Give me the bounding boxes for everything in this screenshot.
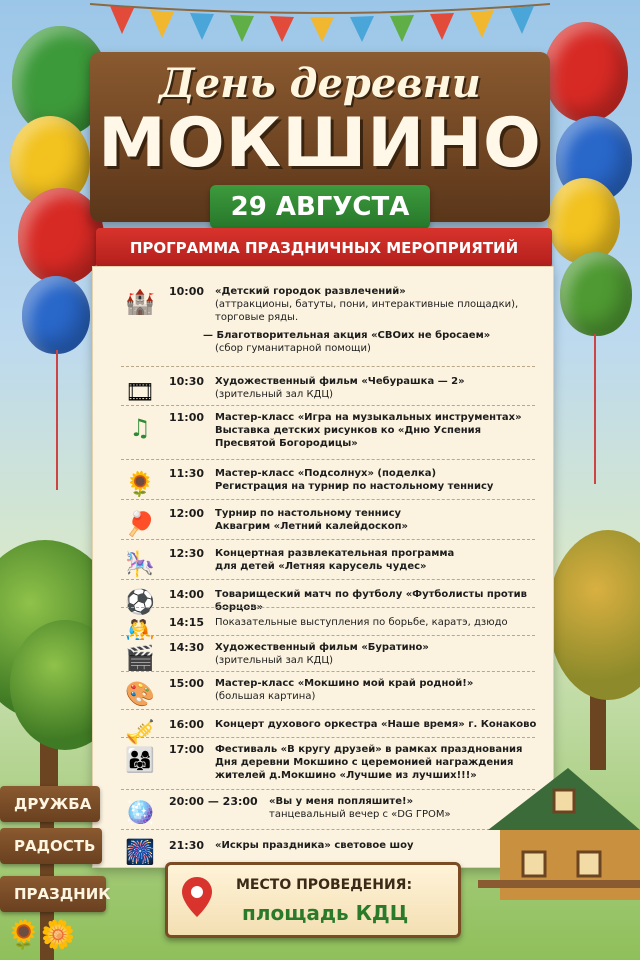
schedule-line: «Вы у меня попляшите!» (269, 796, 414, 807)
divider (121, 539, 535, 540)
music-note-icon: ♫ (129, 414, 151, 442)
balloon-string-right (594, 334, 596, 484)
venue-sign (165, 862, 461, 938)
schedule-time: 15:00 (169, 677, 205, 690)
schedule-line: Показательные выступления по борьбе, каратэ, дзюдо (215, 617, 508, 628)
schedule-line: (большая картина) (215, 691, 316, 702)
schedule-time: 21:30 (169, 839, 205, 852)
schedule-time: 14:30 (169, 641, 205, 654)
program-ribbon: ПРОГРАММА ПРАЗДНИЧНЫХ МЕРОПРИЯТИЙ (96, 228, 552, 268)
schedule-line: Мастер-класс «Мокшино мой край родной!» (215, 678, 474, 689)
schedule-line: Фестиваль «В кругу друзей» в рамках празднования (215, 744, 523, 755)
schedule-line: Товарищеский матч по футболу «Футболисты против борцов» (215, 589, 527, 613)
schedule-time: 10:30 (169, 375, 205, 388)
bunting-flags (90, 0, 550, 44)
film-reel-icon: 🎞 (124, 378, 156, 406)
schedule-time: 17:00 (169, 743, 205, 756)
schedule-line: (зрительный зал КДЦ) (215, 389, 334, 400)
schedule-line: Концертная развлекательная программа (215, 548, 455, 559)
schedule-line: Дня деревни Мокшино с церемонией награждения (215, 757, 514, 768)
date-ribbon: 29 АВГУСТА (210, 185, 430, 229)
signpost-arrow-holiday: ПРАЗДНИК (0, 876, 106, 912)
venue-place: площадь КДЦ (242, 901, 409, 925)
divider (121, 459, 535, 460)
schedule-line: Аквагрим «Летний калейдоскоп» (215, 521, 408, 532)
paint-palette-icon: 🎨 (125, 680, 155, 708)
divider (121, 789, 535, 790)
divider (121, 405, 535, 406)
divider (121, 671, 535, 672)
balloon-string-left (56, 350, 58, 490)
divider (121, 829, 535, 830)
ping-pong-icon: 🏓 (125, 510, 155, 538)
friends-icon: 👨‍👩‍👧 (125, 746, 155, 774)
schedule-time: 10:00 (169, 285, 205, 298)
schedule-line: «Детский городок развлечений» (215, 286, 406, 297)
balloon-green-right (560, 252, 632, 336)
schedule-line: Концерт духового оркестра «Наше время» г. Конаково (215, 719, 537, 730)
divider (121, 366, 535, 367)
schedule-line: Турнир по настольному теннису (215, 508, 402, 519)
schedule-time: 14:00 (169, 588, 205, 601)
schedule-line: (аттракционы, батуты, пони, интерактивные площадки), (215, 299, 519, 310)
divider (121, 499, 535, 500)
schedule-time: 11:00 (169, 411, 205, 424)
schedule-time: 11:30 (169, 467, 205, 480)
divider (121, 737, 535, 738)
divider (121, 579, 535, 580)
balloon-blue-left (22, 276, 90, 354)
title-line2: МОКШИНО (98, 104, 542, 183)
signpost-arrow-joy: РАДОСТЬ (0, 828, 102, 864)
clapperboard-icon: 🎬 (125, 644, 155, 672)
signpost-arrow-friendship: ДРУЖБА (0, 786, 100, 822)
divider (121, 607, 535, 608)
castle-icon: 🏰 (125, 288, 155, 316)
schedule-time: 12:30 (169, 547, 205, 560)
schedule-time: 20:00 — 23:00 (169, 795, 258, 808)
schedule-line: Пресвятой Богородицы» (215, 438, 358, 449)
balloon-yellow-right (548, 178, 620, 264)
schedule-line: «Искры праздника» световое шоу (215, 840, 414, 851)
schedule-line: Регистрация на турнир по настольному теннису (215, 481, 494, 492)
schedule-line: Художественный фильм «Чебурашка — 2» (215, 376, 465, 387)
village-house (478, 760, 640, 920)
soccer-ball-icon: ⚽ (125, 588, 155, 616)
sunflower-icon: 🌻 (125, 470, 155, 498)
schedule-line: (сбор гуманитарной помощи) (215, 343, 371, 354)
trumpet-icon: 🎺 (125, 718, 155, 746)
sunflowers-icon: 🌻🌼 (6, 918, 76, 951)
venue-label: МЕСТО ПРОВЕДЕНИЯ: (236, 877, 413, 893)
schedule-line: жителей д.Мокшино «Лучшие из лучших!!!» (215, 770, 477, 781)
schedule-line: Мастер-класс «Игра на музыкальных инструментах» (215, 412, 522, 423)
location-pin-icon (182, 877, 212, 917)
title-line1: День деревни (159, 60, 481, 107)
schedule-line: танцевальный вечер с «DG ГРОМ» (269, 809, 451, 820)
schedule-time: 14:15 (169, 616, 205, 629)
schedule-line: Мастер-класс «Подсолнух» (поделка) (215, 468, 437, 479)
schedule-time: 16:00 (169, 718, 205, 731)
wrestlers-icon: 🤼 (125, 616, 155, 644)
disco-ball-icon: 🪩 (125, 798, 155, 826)
schedule-line: Выставка детских рисунков ко «Дню Успения (215, 425, 482, 436)
schedule-line: торговые ряды. (215, 312, 299, 323)
divider (121, 635, 535, 636)
schedule-time: 12:00 (169, 507, 205, 520)
schedule-line: для детей «Летняя карусель чудес» (215, 561, 427, 572)
schedule-line: Художественный фильм «Буратино» (215, 642, 429, 653)
carousel-icon: 🎠 (125, 550, 155, 578)
fireworks-icon: 🎆 (125, 838, 155, 866)
schedule-line: — Благотворительная акция «СВОих не бросаем» (203, 330, 491, 341)
divider (121, 709, 535, 710)
schedule-line: (зрительный зал КДЦ) (215, 655, 334, 666)
